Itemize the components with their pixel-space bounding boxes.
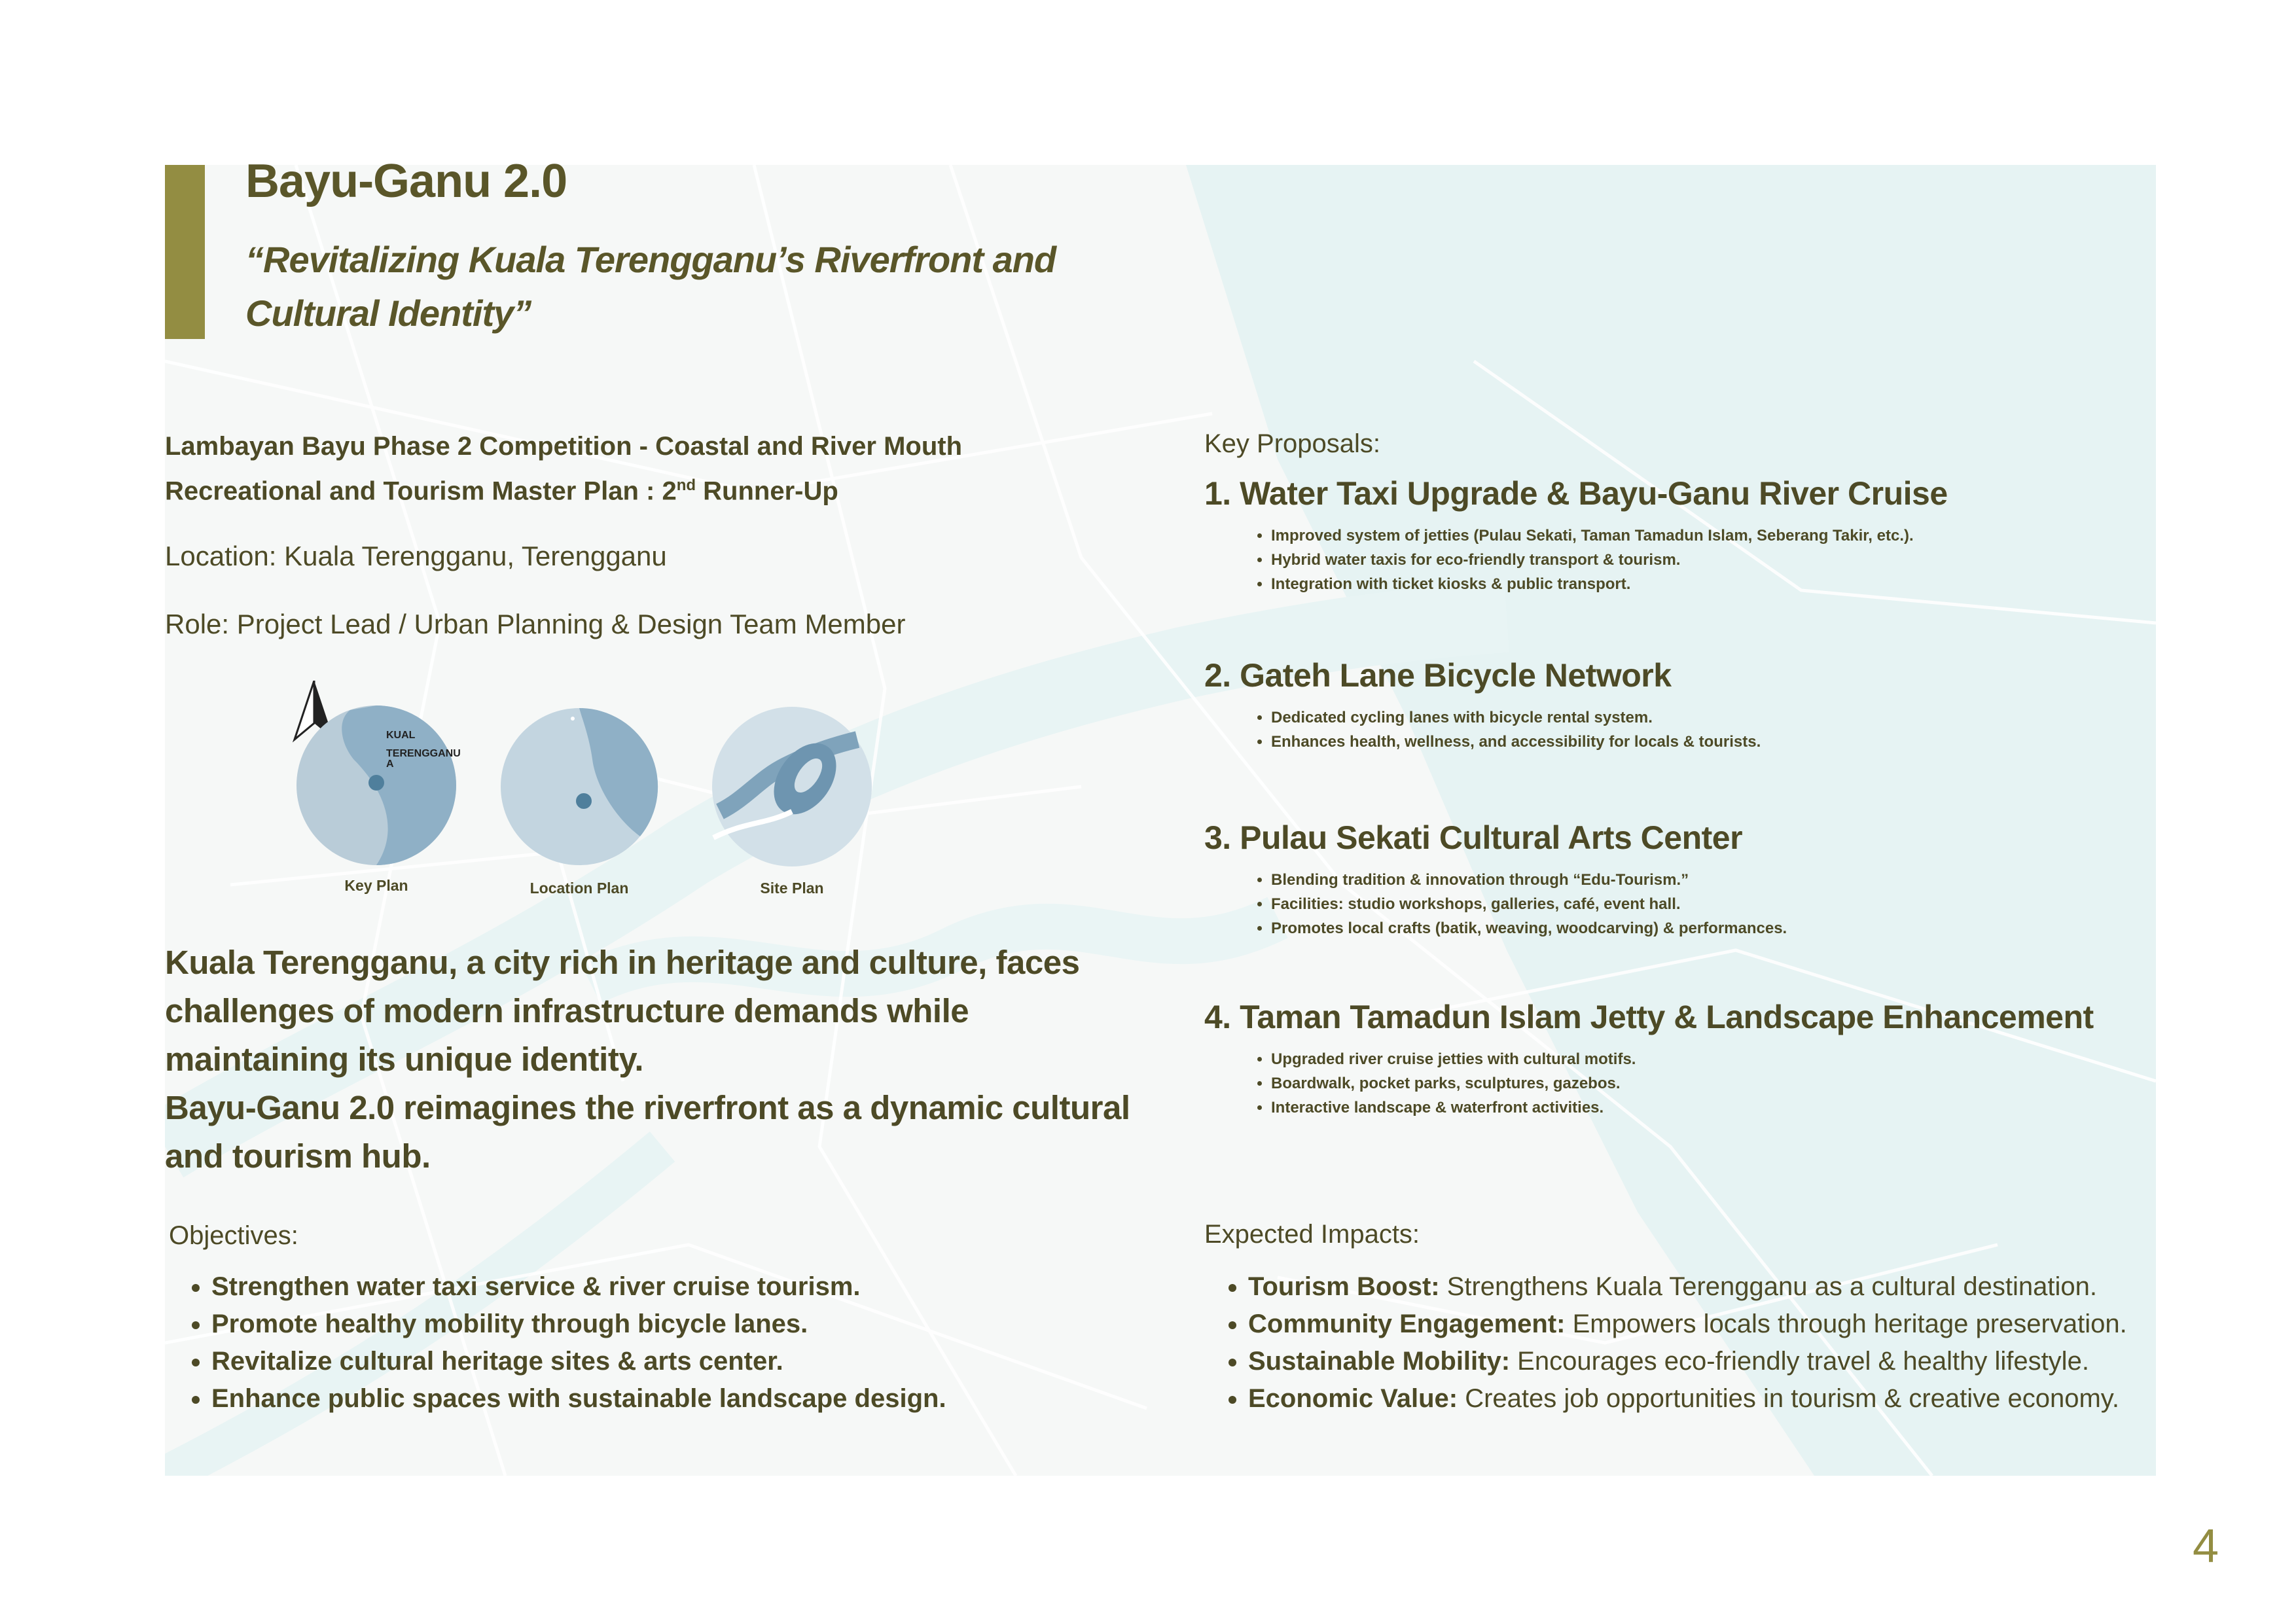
role-text: Role: Project Lead / Urban Planning & Design Team Member [165, 609, 906, 639]
list-item: • Integration with ticket kiosks & public transport. [1271, 572, 1914, 596]
proposal-1-bullets [1244, 524, 1914, 596]
location-plan-map [501, 708, 658, 865]
list-item [1248, 1268, 2178, 1306]
intro-paragraph-2: Bayu-Ganu 2.0 reimagines the riverfront as a dynamic cultural and tourism hub. [165, 1089, 1130, 1175]
page-number: 4 [2193, 1520, 2219, 1573]
list-item: • Upgraded river cruise jetties with cultural motifs. [1271, 1047, 1636, 1071]
intro-statement [165, 938, 1147, 1181]
location-text: Location: Kuala Terengganu, Terengganu [165, 541, 667, 571]
site-plan-map [712, 707, 872, 866]
list-item [1248, 1343, 2178, 1380]
list-item [1248, 1306, 2178, 1343]
list-item: • Promotes local crafts (batik, weaving, woodcarving) & performances. [1271, 916, 1787, 940]
list-item: • Improved system of jetties (Pulau Sekati, Taman Tamadun Islam, Seberang Takir, etc.). [1271, 524, 1914, 548]
proposal-2-bullets [1244, 705, 1761, 754]
objectives-list [180, 1268, 946, 1418]
site-plan-label: Site Plan [760, 880, 824, 897]
impact-text: Creates job opportunities in tourism & creative economy. [1458, 1384, 2119, 1413]
city-label-line-2: TERENGGANU [386, 748, 461, 759]
key-plan-map [296, 705, 456, 865]
location-plan-label: Location Plan [529, 880, 629, 897]
list-item: • Enhance public spaces with sustainable landscape design. [211, 1380, 946, 1418]
project-subtitle: “Revitalizing Kuala Terengganu’s Riverfront and Cultural Identity” [245, 239, 1056, 334]
city-label-line-1: KUAL [386, 730, 416, 741]
competition-line-1: Lambayan Bayu Phase 2 Competition - Coastal and River Mouth [165, 432, 963, 461]
key-plan-label: Key Plan [344, 877, 408, 894]
key-proposals-heading: Key Proposals: [1204, 429, 1381, 458]
proposal-4-bullets [1244, 1047, 1636, 1120]
map-graphics [288, 681, 877, 903]
competition-line-2 [165, 466, 1147, 510]
proposal-4-title: 4. Taman Tamadun Islam Jetty & Landscape Enhancement [1204, 999, 2094, 1035]
list-item: • Strengthen water taxi service & river cruise tourism. [211, 1268, 946, 1306]
impacts-list [1221, 1268, 2178, 1418]
proposal-1-title: 1. Water Taxi Upgrade & Bayu-Ganu River Cruise [1204, 475, 1948, 512]
title-accent-bar [165, 165, 205, 339]
list-item: • Blending tradition & innovation through “Edu-Tourism.” [1271, 868, 1787, 892]
proposal-3-bullets [1244, 868, 1787, 940]
list-item: • Hybrid water taxis for eco-friendly transport & tourism. [1271, 548, 1914, 572]
proposal-3-title: 3. Pulau Sekati Cultural Arts Center [1204, 819, 1743, 856]
project-title: Bayu-Ganu 2.0 [245, 155, 567, 207]
competition-result: Runner-Up [696, 476, 838, 506]
impact-text: Strengthens Kuala Terengganu as a cultural destination. [1439, 1272, 2097, 1301]
city-label-line-3: A [386, 758, 394, 770]
objectives-heading: Objectives: [169, 1221, 298, 1250]
competition-info [165, 427, 1147, 510]
impact-text: Encourages eco-friendly travel & healthy lifestyle. [1510, 1347, 2089, 1376]
list-item: • Enhances health, wellness, and accessibility for locals & tourists. [1271, 730, 1761, 754]
list-item: • Boardwalk, pocket parks, sculptures, gazebos. [1271, 1071, 1636, 1096]
impact-text: Empowers locals through heritage preservation. [1565, 1310, 2127, 1338]
intro-paragraph-1: Kuala Terengganu, a city rich in heritage and culture, faces challenges of modern infrastructure demands while maintaining its unique identity. [165, 944, 1080, 1078]
expected-impacts-heading: Expected Impacts: [1204, 1220, 1420, 1249]
ordinal-suffix: nd [676, 476, 696, 494]
map-group [288, 681, 877, 903]
list-item: • Revitalize cultural heritage sites & arts center. [211, 1343, 946, 1380]
list-item: • Facilities: studio workshops, galleries, café, event hall. [1271, 892, 1787, 916]
list-item: • Interactive landscape & waterfront activities. [1271, 1096, 1636, 1120]
proposal-2-title: 2. Gateh Lane Bicycle Network [1204, 657, 1672, 694]
impact-label: Community Engagement: [1248, 1310, 1566, 1338]
impact-label: Tourism Boost: [1248, 1272, 1440, 1301]
competition-line-2-text: Recreational and Tourism Master Plan : 2 [165, 476, 677, 506]
impact-label: Economic Value: [1248, 1384, 1458, 1413]
impact-label: Sustainable Mobility: [1248, 1347, 1511, 1376]
list-item [1248, 1380, 2178, 1418]
list-item: • Promote healthy mobility through bicycle lanes. [211, 1306, 946, 1343]
list-item: • Dedicated cycling lanes with bicycle rental system. [1271, 705, 1761, 730]
